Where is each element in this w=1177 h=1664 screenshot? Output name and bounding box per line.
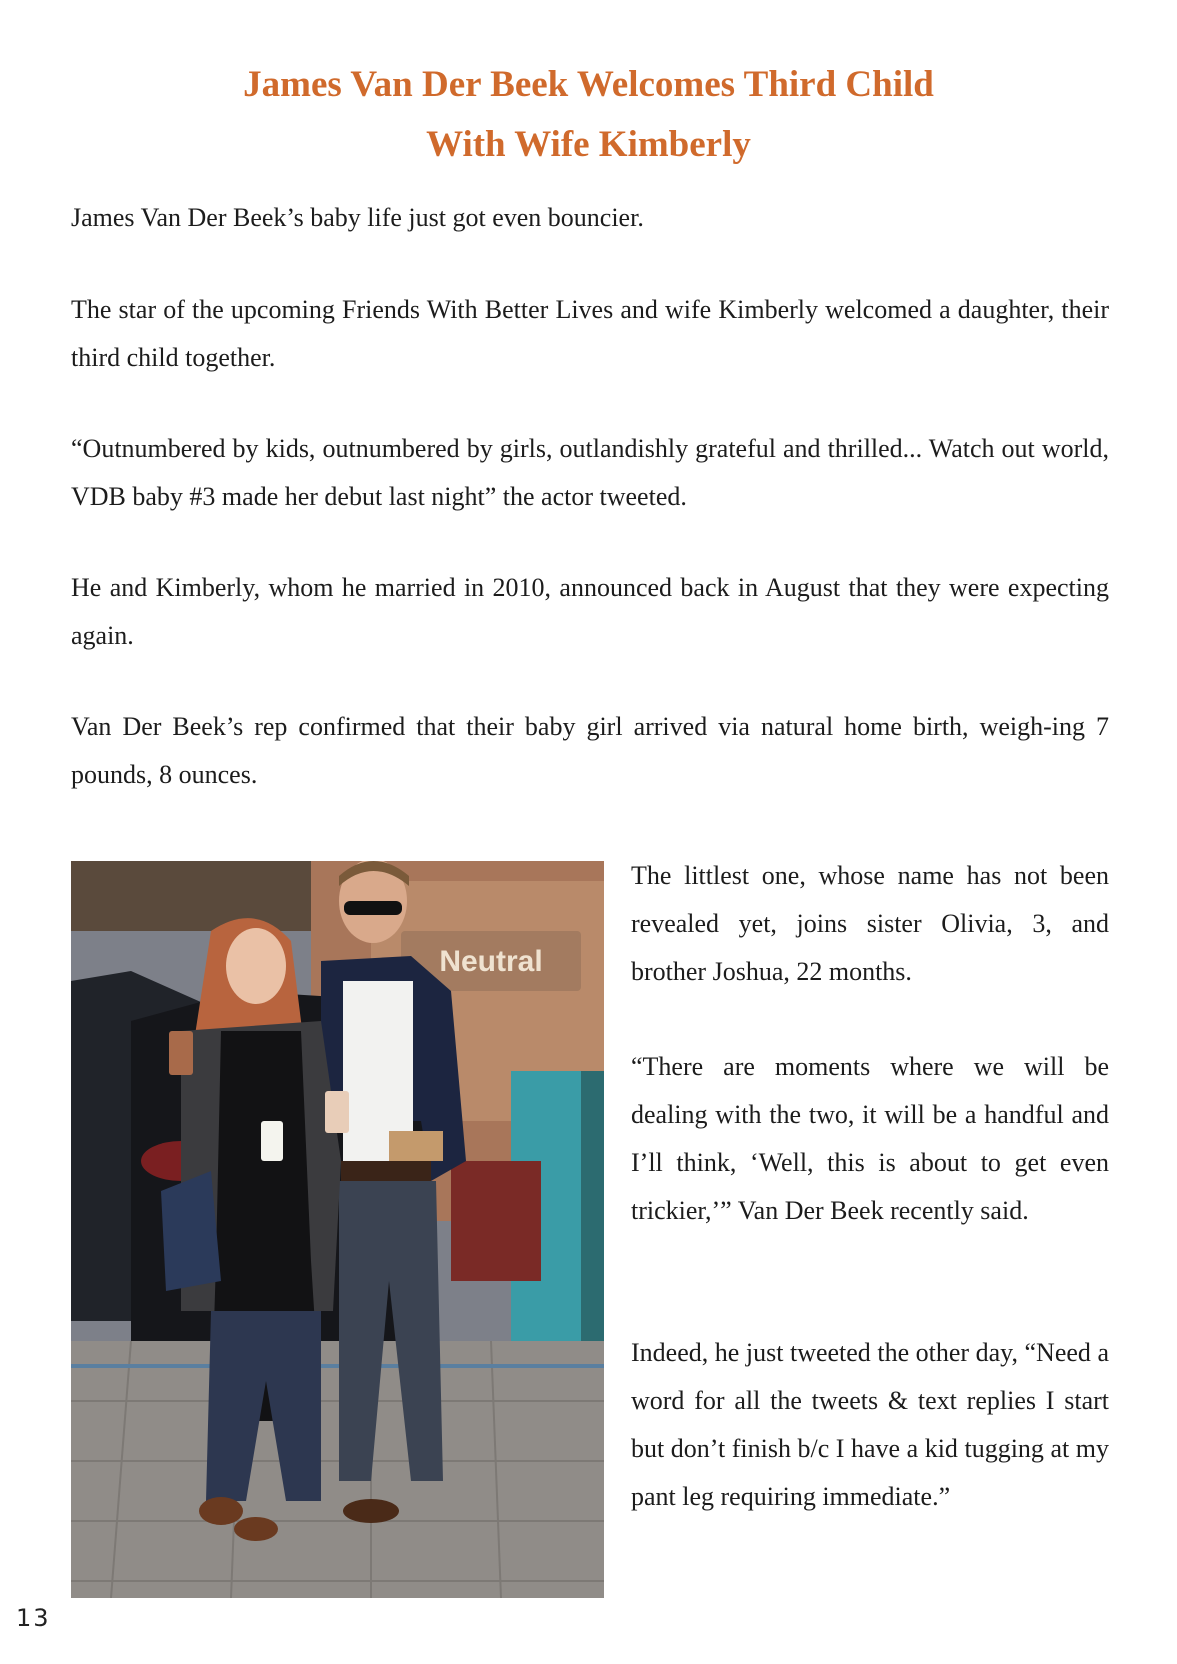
couple-photo bbox=[71, 861, 604, 1598]
paragraph-married: He and Kimberly, whom he married in 2010, announced back in August that they were expecting again. bbox=[71, 573, 1109, 650]
paragraph-handful-quote: “There are moments where we will be dealing with the two, it will be a handful and I’ll think, ‘Well, this is about to get even trickier,’” Van Der Beek recently said. bbox=[631, 1052, 1109, 1225]
paragraph-tweet: “Outnumbered by kids, outnumbered by girls, outlandishly grateful and thrilled... Watch out world, VDB baby #3 made her debut last night” the actor tweeted. bbox=[71, 434, 1109, 511]
paragraph-tweets-quote: Indeed, he just tweeted the other day, “Need a word for all the tweets & text replies I start but don’t finish b/c I have a kid tugging at my pant leg requiring immediate.” bbox=[631, 1338, 1109, 1511]
title-line-2: With Wife Kimberly bbox=[426, 124, 751, 165]
paragraph-intro: James Van Der Beek’s baby life just got even bouncier. bbox=[71, 203, 644, 232]
paragraph-star: The star of the upcoming Friends With Better Lives and wife Kimberly welcomed a daughter, their third child together. bbox=[71, 295, 1109, 372]
paragraph-siblings: The littlest one, whose name has not been revealed yet, joins sister Olivia, 3, and brother Joshua, 22 months. bbox=[631, 861, 1109, 986]
store-sign-text: Neutral bbox=[439, 945, 543, 978]
title-line-1: James Van Der Beek Welcomes Third Child bbox=[243, 64, 934, 105]
paragraph-rep: Van Der Beek’s rep confirmed that their baby girl arrived via natural home birth, weigh-ing 7 pounds, 8 ounces. bbox=[71, 712, 1109, 789]
page-number: 13 bbox=[16, 1604, 51, 1632]
article-title bbox=[0, 55, 1177, 175]
